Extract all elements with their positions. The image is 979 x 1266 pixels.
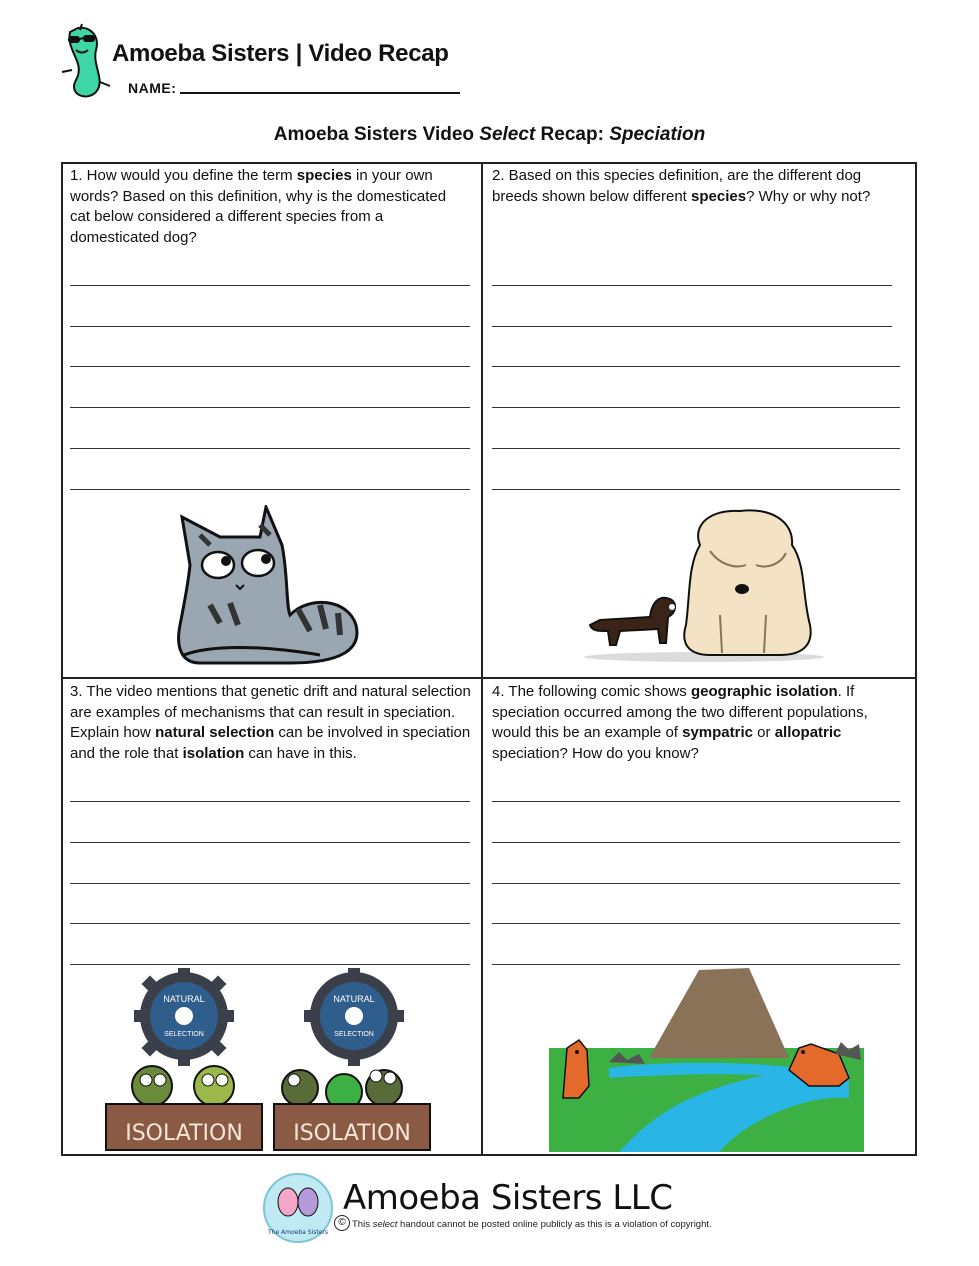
page-heading: Amoeba Sisters Video Select Recap: Speciation — [273, 124, 706, 145]
question-1-text: 1. How would you define the term species in your own words? Based on this definition, why is the domesticated cat below considered a different species from a domesticated dog? — [70, 167, 447, 246]
name-label: NAME: — [128, 80, 177, 96]
answer-line[interactable] — [492, 801, 900, 802]
answer-line[interactable] — [70, 842, 470, 843]
isolation-box-label: ISOLATION — [125, 1121, 243, 1146]
answer-line[interactable] — [70, 326, 470, 327]
answer-line[interactable] — [70, 489, 470, 490]
answer-line[interactable] — [492, 842, 900, 843]
answer-line[interactable] — [492, 964, 900, 965]
gear-icon — [304, 968, 404, 1066]
isolation-box-label: ISOLATION — [293, 1121, 411, 1146]
gear-icon — [134, 968, 234, 1066]
answer-line[interactable] — [492, 326, 892, 327]
gear-label-top: NATURAL — [333, 994, 375, 1004]
round-logo-text: The Amoeba Sisters — [267, 1229, 329, 1236]
answer-line[interactable] — [70, 448, 470, 449]
answer-line[interactable] — [492, 366, 900, 367]
amoeba-sisters-round-logo — [262, 1172, 334, 1244]
gear-label-top: NATURAL — [163, 994, 205, 1004]
gear-label-bottom: SELECTION — [334, 1031, 374, 1038]
dog-breeds-illustration — [580, 505, 828, 665]
brand-title: Amoeba Sisters | Video Recap — [112, 40, 449, 67]
answer-line[interactable] — [70, 407, 470, 408]
grid-divider-horizontal — [61, 677, 917, 679]
geographic-isolation-illustration — [549, 968, 864, 1152]
footer-brand: Amoeba Sisters LLC — [343, 1178, 673, 1218]
answer-line[interactable] — [492, 285, 892, 286]
cat-illustration — [170, 505, 365, 670]
answer-line[interactable] — [70, 883, 470, 884]
answer-line[interactable] — [70, 366, 470, 367]
name-field[interactable] — [180, 92, 460, 94]
question-4-text: 4. The following comic shows geographic isolation. If speciation occurred among the two different populations, would this be an example of sympatric or allopatric speciation? How do you know? — [492, 683, 868, 762]
grid-divider-vertical — [481, 162, 483, 1156]
question-3-text: 3. The video mentions that genetic drift and natural selection are examples of mechanisms that can result in speciation. Explain how natural selection can be involved in speciation and the role that isolation can have in this. — [70, 683, 471, 762]
answer-line[interactable] — [492, 883, 900, 884]
answer-line[interactable] — [70, 801, 470, 802]
answer-line[interactable] — [70, 285, 470, 286]
answer-line[interactable] — [70, 923, 470, 924]
copyright-notice: This select handout cannot be posted online publicly as this is a violation of copyright. — [352, 1219, 712, 1230]
question-2-text: 2. Based on this species definition, are the different dog breeds shown below different species? Why or why not? — [492, 167, 871, 205]
amoeba-mascot-logo — [56, 22, 114, 102]
answer-line[interactable] — [492, 489, 900, 490]
copyright-icon: © — [334, 1215, 350, 1231]
answer-line[interactable] — [492, 407, 900, 408]
answer-line[interactable] — [492, 448, 900, 449]
isolation-gears-illustration — [104, 968, 434, 1152]
answer-line[interactable] — [492, 923, 900, 924]
answer-line[interactable] — [70, 964, 470, 965]
gear-label-bottom: SELECTION — [164, 1031, 204, 1038]
